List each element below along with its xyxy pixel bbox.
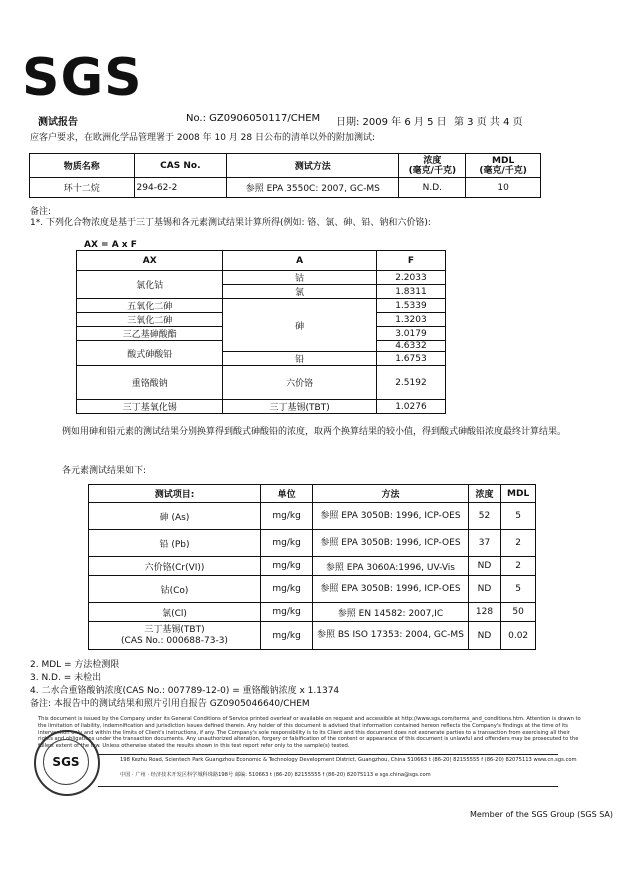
footer-divider bbox=[98, 754, 558, 755]
cell-f: 2.2033 bbox=[376, 271, 445, 285]
intro-text: 应客户要求，在欧洲化学品管理署于 2008 年 10 月 28 日公布的清单以外的附加测试: bbox=[30, 133, 376, 143]
cell-unit: mg/kg bbox=[261, 576, 313, 603]
cell-method: 参照 EPA 3050B: 1996, ICP-OES bbox=[313, 503, 468, 530]
table-row bbox=[89, 603, 536, 622]
cell-f: 3.0179 bbox=[376, 327, 445, 341]
table-row bbox=[77, 366, 446, 400]
footer-disclaimer: This document is issued by the Company under its General Conditions of Service printed overleaf or available on request and accessible at http://www.sgs.com/terms_and_conditions.htm. Attention is drawn to the limitation of liability, indemnification and jurisdiction issues defined therein. Any holder of this document is advised that information contained hereon reflects the Company's findings at the time of its intervention only and within the limits of Client's instructions, if any. The Company's sole responsibility is to its Client and this document does not exonerate parties to a transaction from exercising all their rights and obligations under the transaction documents. Any unauthorized alteration, forgery or falsification of the content or appearance of this document is unlawful and offenders may be prosecuted to the fullest extent of the law. Unless otherwise stated the results shown in this test report refer only to the sample(s) tested. bbox=[38, 716, 581, 750]
logo-text: SGS bbox=[22, 48, 143, 108]
table-row bbox=[77, 299, 446, 313]
cell-substance: 环十二烷 bbox=[30, 178, 135, 198]
footer-divider bbox=[98, 786, 558, 787]
formula: AX = A x F bbox=[84, 240, 137, 250]
note-1: 1*. 下列化合物浓度是基于三丁基锡和各元素测试结果计算所得(例如: 铬、氯、砷、铅、钠和六价铬): bbox=[30, 218, 431, 228]
col-header-method: 方法 bbox=[313, 485, 468, 503]
col-header-method: 测试方法 bbox=[227, 154, 399, 178]
cell-item: 三丁基锡(TBT) (CAS No.: 000688-73-3) bbox=[89, 622, 261, 650]
cell-f: 4.6332 bbox=[376, 341, 445, 352]
cell-method: 参照 EPA 3050B: 1996, ICP-OES bbox=[313, 530, 468, 557]
cell-method: 参照 EPA 3050B: 1996, ICP-OES bbox=[313, 576, 468, 603]
note-2: 2. MDL = 方法检测限 bbox=[30, 660, 120, 670]
note-4: 4. 二水合重铬酸钠浓度(CAS No.: 007789-12-0) = 重铬酸钠浓度 x 1.1374 bbox=[30, 686, 340, 696]
stamp-inner bbox=[43, 739, 89, 785]
col-header-mdl: MDL (毫克/千克) bbox=[466, 154, 541, 178]
cell-ax: 三氧化二砷 bbox=[77, 313, 223, 327]
cell-ax: 酸式砷酸铅 bbox=[77, 341, 223, 366]
cell-a: 钴 bbox=[223, 271, 377, 285]
col-header-ax: AX bbox=[77, 251, 223, 271]
cell-item: 六价铬(Cr(VI)) bbox=[89, 557, 261, 576]
cell-cas: 294-62-2 bbox=[134, 178, 227, 198]
cell-ax: 三丁基氧化锡 bbox=[77, 400, 223, 414]
col-header-mdl: MDL bbox=[501, 485, 536, 503]
cell-f: 1.3203 bbox=[376, 313, 445, 327]
cell-f: 1.5339 bbox=[376, 299, 445, 313]
report-number: No.: GZ0906050117/CHEM bbox=[186, 113, 321, 124]
cell-mdl: 2 bbox=[501, 530, 536, 557]
cell-f: 1.0276 bbox=[376, 400, 445, 414]
cell-mdl: 0.02 bbox=[501, 622, 536, 650]
col-header-a: A bbox=[223, 251, 377, 271]
cell-item: 砷 (As) bbox=[89, 503, 261, 530]
stamp-text: SGS bbox=[52, 755, 80, 769]
results-label: 各元素测试结果如下: bbox=[62, 466, 147, 476]
cell-unit: mg/kg bbox=[261, 530, 313, 557]
sgs-logo bbox=[22, 48, 143, 108]
cell-conc: 128 bbox=[468, 603, 501, 622]
table-element-results bbox=[88, 484, 536, 650]
table-row bbox=[89, 503, 536, 530]
table-row bbox=[89, 576, 536, 603]
cell-method: 参照 EN 14582: 2007,IC bbox=[313, 603, 468, 622]
col-header-cas: CAS No. bbox=[134, 154, 227, 178]
cell-method: 参照 EPA 3060A:1996, UV-Vis bbox=[313, 557, 468, 576]
cell-method: 参照 EPA 3550C: 2007, GC-MS bbox=[227, 178, 399, 198]
notes-label: 备注: bbox=[30, 207, 52, 217]
cell-a: 砷 bbox=[223, 299, 377, 352]
cell-item: 氯(Cl) bbox=[89, 603, 261, 622]
cell-mdl: 2 bbox=[501, 557, 536, 576]
cell-f: 2.5192 bbox=[376, 366, 445, 400]
cell-ax: 氯化钴 bbox=[77, 271, 223, 299]
note-3: 3. N.D. = 未检出 bbox=[30, 673, 102, 683]
cell-unit: mg/kg bbox=[261, 603, 313, 622]
cell-unit: mg/kg bbox=[261, 557, 313, 576]
table-row bbox=[77, 271, 446, 285]
cell-a: 铅 bbox=[223, 352, 377, 366]
table-row bbox=[89, 557, 536, 576]
cell-conc: 37 bbox=[468, 530, 501, 557]
cell-mdl: 5 bbox=[501, 576, 536, 603]
footer-member: Member of the SGS Group (SGS SA) bbox=[470, 810, 614, 819]
cell-ax: 三乙基砷酸酯 bbox=[77, 327, 223, 341]
col-header-conc: 浓度 (毫克/千克) bbox=[399, 154, 466, 178]
cell-ax: 重铬酸钠 bbox=[77, 366, 223, 400]
col-header-conc: 浓度 bbox=[468, 485, 501, 503]
table-row bbox=[77, 400, 446, 414]
cell-ax: 五氧化二砷 bbox=[77, 299, 223, 313]
col-header-unit: 单位 bbox=[261, 485, 313, 503]
cell-conc: ND bbox=[468, 557, 501, 576]
cell-f: 1.8311 bbox=[376, 285, 445, 299]
cell-conc: 52 bbox=[468, 503, 501, 530]
note-remark: 备注: 本报告中的测试结果和照片引用自报告 GZ0905046640/CHEM bbox=[30, 699, 310, 709]
cell-a: 氯 bbox=[223, 285, 377, 299]
cell-item: 钴(Co) bbox=[89, 576, 261, 603]
table-additional-test bbox=[29, 153, 541, 198]
cell-f: 1.6753 bbox=[376, 352, 445, 366]
cell-a: 六价铬 bbox=[223, 366, 377, 400]
footer-address-cn: 中国 · 广州 · 经济技术开发区科学城科珠路198号 邮编: 510663 t (86-20) 82155555 f (86-20) 82075113 e sgs.china@sgs.com bbox=[120, 772, 431, 778]
col-header-item: 测试项目: bbox=[89, 485, 261, 503]
cell-unit: mg/kg bbox=[261, 503, 313, 530]
cell-a: 三丁基锡(TBT) bbox=[223, 400, 377, 414]
cell-mdl: 50 bbox=[501, 603, 536, 622]
table-row bbox=[89, 530, 536, 557]
table-row bbox=[30, 178, 541, 198]
cell-method: 参照 BS ISO 17353: 2004, GC-MS bbox=[313, 622, 468, 650]
table-row bbox=[89, 622, 536, 650]
sgs-stamp bbox=[34, 730, 100, 796]
report-title: 测试报告 bbox=[38, 117, 78, 128]
col-header-substance: 物质名称 bbox=[30, 154, 135, 178]
report-date: 日期: 2009 年 6 月 5 日 bbox=[336, 117, 447, 128]
cell-mdl: 10 bbox=[466, 178, 541, 198]
table-conversion-factors bbox=[76, 250, 446, 414]
cell-conc: ND bbox=[468, 622, 501, 650]
col-header-f: F bbox=[376, 251, 445, 271]
cell-mdl: 5 bbox=[501, 503, 536, 530]
cell-conc: ND bbox=[468, 576, 501, 603]
footer-address-en: 198 Kezhu Road, Scientech Park Guangzhou Economic & Technology Development District, Guangzhou, China 510663 t (86-20) 82155555 f (86-20) 82075113 www.cn.sgs.com bbox=[120, 757, 577, 763]
cell-conc: N.D. bbox=[399, 178, 466, 198]
cell-item: 铅 (Pb) bbox=[89, 530, 261, 557]
page-number: 第 3 页 共 4 页 bbox=[454, 117, 523, 128]
paragraph-calculation: 例如用砷和铅元素的测试结果分别换算得到酸式砷酸铅的浓度，取两个换算结果的较小值，得到酸式砷酸铅浓度最终计算结果。 bbox=[62, 427, 567, 437]
cell-unit: mg/kg bbox=[261, 622, 313, 650]
